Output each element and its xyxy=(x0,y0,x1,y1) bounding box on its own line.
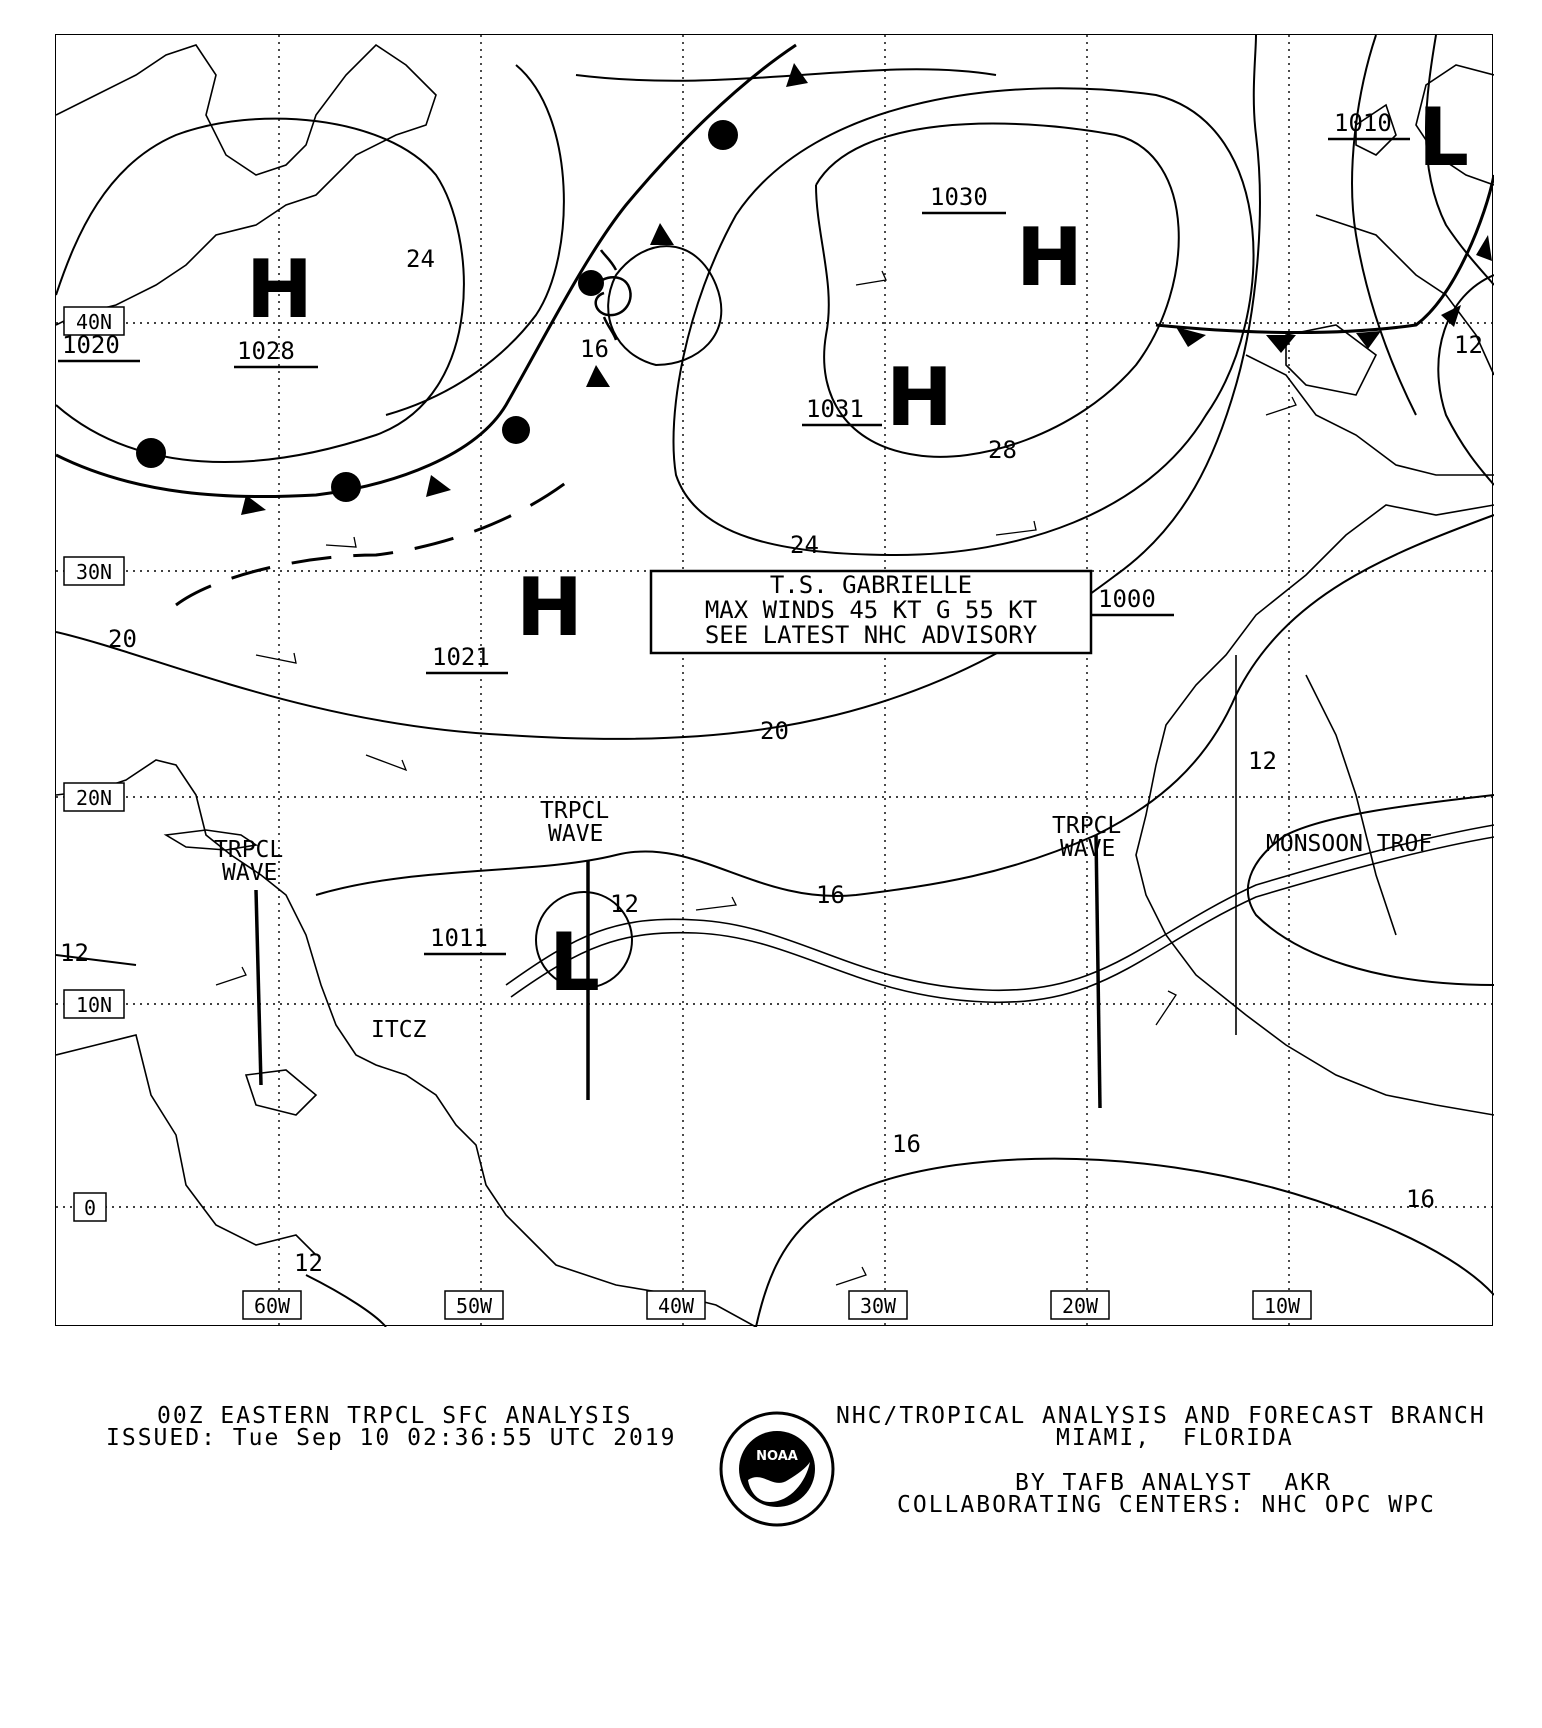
wind-barbs xyxy=(216,271,1296,1285)
isobar-label: 20 xyxy=(760,717,789,745)
high-center-symbol: H xyxy=(886,351,953,444)
lon-label: 50W xyxy=(455,1294,493,1318)
high-pressure-value: 1031 xyxy=(806,395,864,423)
analyst-credit: BY TAFB ANALYST AKR xyxy=(1015,1470,1332,1496)
low-center-symbol: L xyxy=(1418,91,1469,184)
lon-label: 40W xyxy=(657,1294,695,1318)
lat-label: 20N xyxy=(75,786,113,810)
tropical-wave-label: WAVE xyxy=(222,860,278,886)
low-pressure-value: 1011 xyxy=(430,924,488,952)
lat-label: 30N xyxy=(75,560,113,584)
noaa-logo-text: NOAA xyxy=(756,1449,798,1464)
lon-label: 30W xyxy=(859,1294,897,1318)
branch-location: MIAMI, FLORIDA xyxy=(1056,1425,1294,1451)
isobar-label: 20 xyxy=(108,625,137,653)
lon-label: 20W xyxy=(1061,1294,1099,1318)
isobar-label: 12 xyxy=(294,1249,323,1277)
isobar-label: 16 xyxy=(1406,1185,1435,1213)
tropical-wave-label: WAVE xyxy=(1060,836,1116,862)
isobar-labels xyxy=(60,245,1483,1277)
coastlines xyxy=(56,45,1494,1327)
map-canvas xyxy=(56,35,1494,1327)
high-pressure-value: 1028 xyxy=(237,337,295,365)
high-center-symbol: H xyxy=(1016,211,1083,304)
latitude-labels xyxy=(64,307,124,1221)
advisory-line: MAX WINDS 45 KT G 55 KT xyxy=(704,596,1038,624)
isobar-label: 16 xyxy=(580,335,609,363)
surface-analysis-map xyxy=(55,34,1493,1326)
advisory-line: SEE LATEST NHC ADVISORY xyxy=(704,621,1038,649)
high-center-symbol: H xyxy=(516,561,583,654)
lat-label: 40N xyxy=(75,310,113,334)
longitude-labels xyxy=(243,1291,1311,1319)
pressure-value: 1020 xyxy=(62,331,120,359)
lat-label: 0 xyxy=(83,1196,97,1220)
itcz-label: ITCZ xyxy=(371,1017,427,1043)
pressure-centers xyxy=(246,91,1469,1009)
low-center-symbol: L xyxy=(549,916,600,1009)
noaa-logo xyxy=(718,1410,836,1528)
lon-label: 60W xyxy=(253,1294,291,1318)
branch-name: NHC/TROPICAL ANALYSIS AND FORECAST BRANCH xyxy=(836,1403,1486,1429)
isobar-label: 12 xyxy=(60,939,89,967)
graticule xyxy=(56,35,1494,1327)
isobar-label: 12 xyxy=(1248,747,1277,775)
lat-label: 10N xyxy=(75,993,113,1017)
isobars xyxy=(56,35,1494,1327)
high-center-symbol: H xyxy=(246,243,313,336)
isobar-label: 16 xyxy=(816,881,845,909)
tropical-wave-label: TRPCL xyxy=(540,798,610,824)
issued-timestamp: ISSUED: Tue Sep 10 02:36:55 UTC 2019 xyxy=(106,1425,677,1451)
low-pressure-value: 1010 xyxy=(1334,109,1392,137)
storm-advisory-box xyxy=(651,571,1091,653)
isobar-label: 12 xyxy=(1454,331,1483,359)
isobar-label: 24 xyxy=(790,531,819,559)
isobar-label: 24 xyxy=(406,245,435,273)
collaborating-centers: COLLABORATING CENTERS: NHC OPC WPC xyxy=(897,1492,1436,1518)
tropical-wave-label: TRPCL xyxy=(214,837,284,863)
tropical-wave-label: WAVE xyxy=(548,821,604,847)
isobar-label: 16 xyxy=(892,1130,921,1158)
high-pressure-value: 1021 xyxy=(432,643,490,671)
feature-labels xyxy=(214,798,1432,1043)
chart-title: 00Z EASTERN TRPCL SFC ANALYSIS xyxy=(157,1403,633,1429)
isobar-label: 12 xyxy=(610,890,639,918)
tropical-wave-label: TRPCL xyxy=(1052,813,1122,839)
low-pressure-value: 1000 xyxy=(1098,585,1156,613)
monsoon-trough-label: MONSOON TROF xyxy=(1266,831,1433,857)
isobar-label: 28 xyxy=(988,436,1017,464)
high-pressure-value: 1030 xyxy=(930,183,988,211)
advisory-line: T.S. GABRIELLE xyxy=(769,571,973,599)
lon-label: 10W xyxy=(1263,1294,1301,1318)
